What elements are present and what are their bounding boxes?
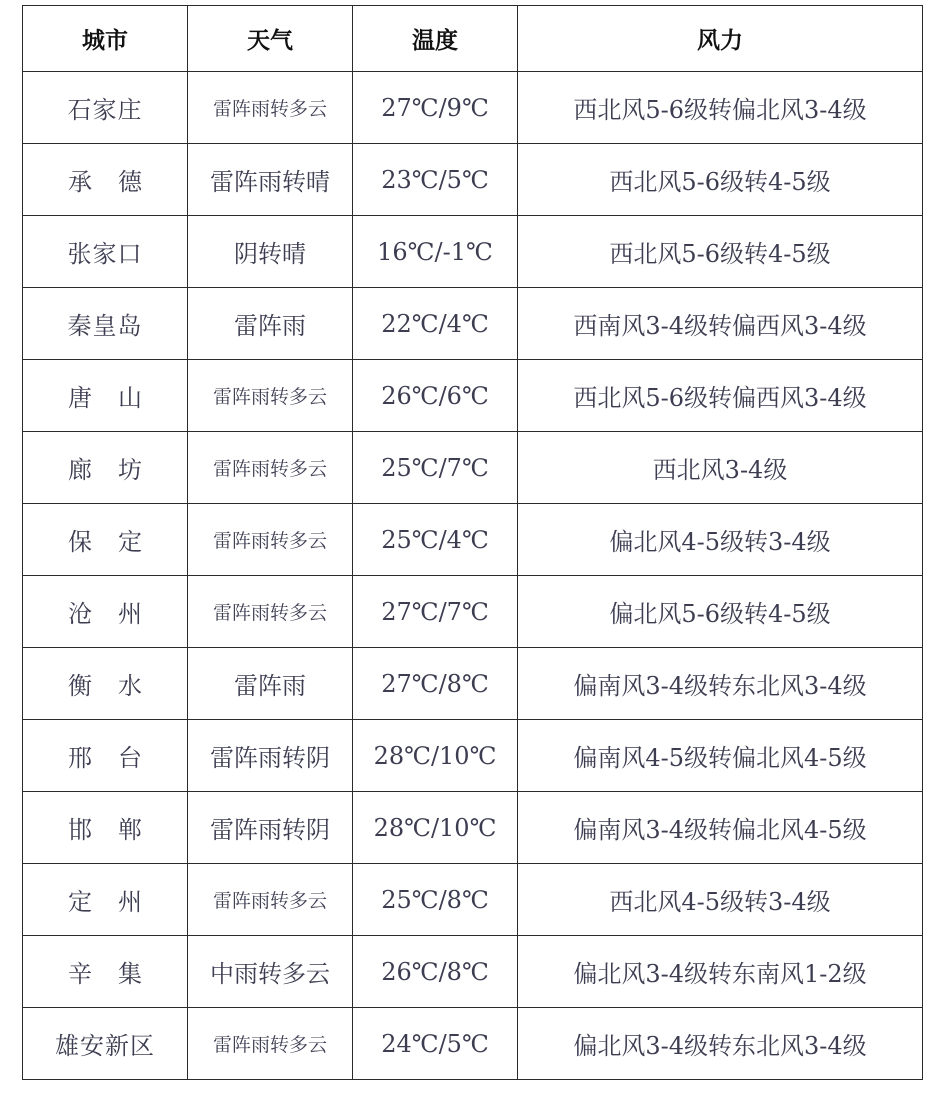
temperature-cell: 28℃/10℃ bbox=[353, 792, 518, 864]
wind-cell: 偏北风3-4级转东南风1-2级 bbox=[518, 936, 923, 1008]
wind-cell: 偏北风5-6级转4-5级 bbox=[518, 576, 923, 648]
weather-cell: 雷阵雨转多云 bbox=[188, 504, 353, 576]
temperature-cell: 25℃/8℃ bbox=[353, 864, 518, 936]
table-row bbox=[23, 504, 923, 576]
wind-cell: 西北风4-5级转3-4级 bbox=[518, 864, 923, 936]
city-cell: 沧州 bbox=[23, 576, 188, 648]
city-cell: 承德 bbox=[23, 144, 188, 216]
table-row bbox=[23, 1008, 923, 1080]
wind-cell: 偏北风3-4级转东北风3-4级 bbox=[518, 1008, 923, 1080]
table-row bbox=[23, 72, 923, 144]
wind-cell: 西北风5-6级转4-5级 bbox=[518, 144, 923, 216]
city-cell: 石家庄 bbox=[23, 72, 188, 144]
city-cell: 张家口 bbox=[23, 216, 188, 288]
city-cell: 保定 bbox=[23, 504, 188, 576]
table-row bbox=[23, 288, 923, 360]
wind-cell: 西北风5-6级转4-5级 bbox=[518, 216, 923, 288]
weather-cell: 雷阵雨转阴 bbox=[188, 720, 353, 792]
temperature-cell: 27℃/7℃ bbox=[353, 576, 518, 648]
city-cell: 唐山 bbox=[23, 360, 188, 432]
table-row bbox=[23, 720, 923, 792]
wind-cell: 偏北风4-5级转3-4级 bbox=[518, 504, 923, 576]
city-cell: 定州 bbox=[23, 864, 188, 936]
city-cell: 辛集 bbox=[23, 936, 188, 1008]
temperature-cell: 25℃/4℃ bbox=[353, 504, 518, 576]
header-wind: 风力 bbox=[518, 6, 923, 72]
weather-cell: 雷阵雨转多云 bbox=[188, 360, 353, 432]
table-row bbox=[23, 432, 923, 504]
wind-cell: 偏南风3-4级转东北风3-4级 bbox=[518, 648, 923, 720]
city-cell: 衡水 bbox=[23, 648, 188, 720]
temperature-cell: 16℃/-1℃ bbox=[353, 216, 518, 288]
temperature-cell: 27℃/9℃ bbox=[353, 72, 518, 144]
wind-cell: 西北风3-4级 bbox=[518, 432, 923, 504]
temperature-cell: 27℃/8℃ bbox=[353, 648, 518, 720]
city-cell: 廊坊 bbox=[23, 432, 188, 504]
temperature-cell: 28℃/10℃ bbox=[353, 720, 518, 792]
temperature-cell: 24℃/5℃ bbox=[353, 1008, 518, 1080]
temperature-cell: 25℃/7℃ bbox=[353, 432, 518, 504]
weather-cell: 雷阵雨转阴 bbox=[188, 792, 353, 864]
temperature-cell: 26℃/6℃ bbox=[353, 360, 518, 432]
city-cell: 雄安新区 bbox=[23, 1008, 188, 1080]
wind-cell: 西北风5-6级转偏北风3-4级 bbox=[518, 72, 923, 144]
temperature-cell: 22℃/4℃ bbox=[353, 288, 518, 360]
table-row bbox=[23, 792, 923, 864]
table-row bbox=[23, 936, 923, 1008]
wind-cell: 西南风3-4级转偏西风3-4级 bbox=[518, 288, 923, 360]
city-cell: 邢台 bbox=[23, 720, 188, 792]
weather-cell: 雷阵雨 bbox=[188, 648, 353, 720]
weather-cell: 雷阵雨转多云 bbox=[188, 72, 353, 144]
table-row bbox=[23, 216, 923, 288]
header-row bbox=[23, 6, 923, 72]
table-row bbox=[23, 144, 923, 216]
weather-cell: 雷阵雨转多云 bbox=[188, 432, 353, 504]
table-row bbox=[23, 864, 923, 936]
weather-cell: 中雨转多云 bbox=[188, 936, 353, 1008]
temperature-cell: 26℃/8℃ bbox=[353, 936, 518, 1008]
weather-forecast-table bbox=[22, 5, 923, 1080]
header-temperature: 温度 bbox=[353, 6, 518, 72]
table-body bbox=[23, 72, 923, 1080]
table-row bbox=[23, 576, 923, 648]
weather-cell: 雷阵雨转多云 bbox=[188, 1008, 353, 1080]
weather-cell: 雷阵雨转多云 bbox=[188, 576, 353, 648]
table-row bbox=[23, 360, 923, 432]
wind-cell: 西北风5-6级转偏西风3-4级 bbox=[518, 360, 923, 432]
temperature-cell: 23℃/5℃ bbox=[353, 144, 518, 216]
weather-cell: 雷阵雨转多云 bbox=[188, 864, 353, 936]
table-header bbox=[23, 6, 923, 72]
city-cell: 邯郸 bbox=[23, 792, 188, 864]
table-row bbox=[23, 648, 923, 720]
weather-cell: 阴转晴 bbox=[188, 216, 353, 288]
weather-cell: 雷阵雨 bbox=[188, 288, 353, 360]
weather-cell: 雷阵雨转晴 bbox=[188, 144, 353, 216]
wind-cell: 偏南风3-4级转偏北风4-5级 bbox=[518, 792, 923, 864]
wind-cell: 偏南风4-5级转偏北风4-5级 bbox=[518, 720, 923, 792]
header-weather: 天气 bbox=[188, 6, 353, 72]
header-city: 城市 bbox=[23, 6, 188, 72]
city-cell: 秦皇岛 bbox=[23, 288, 188, 360]
